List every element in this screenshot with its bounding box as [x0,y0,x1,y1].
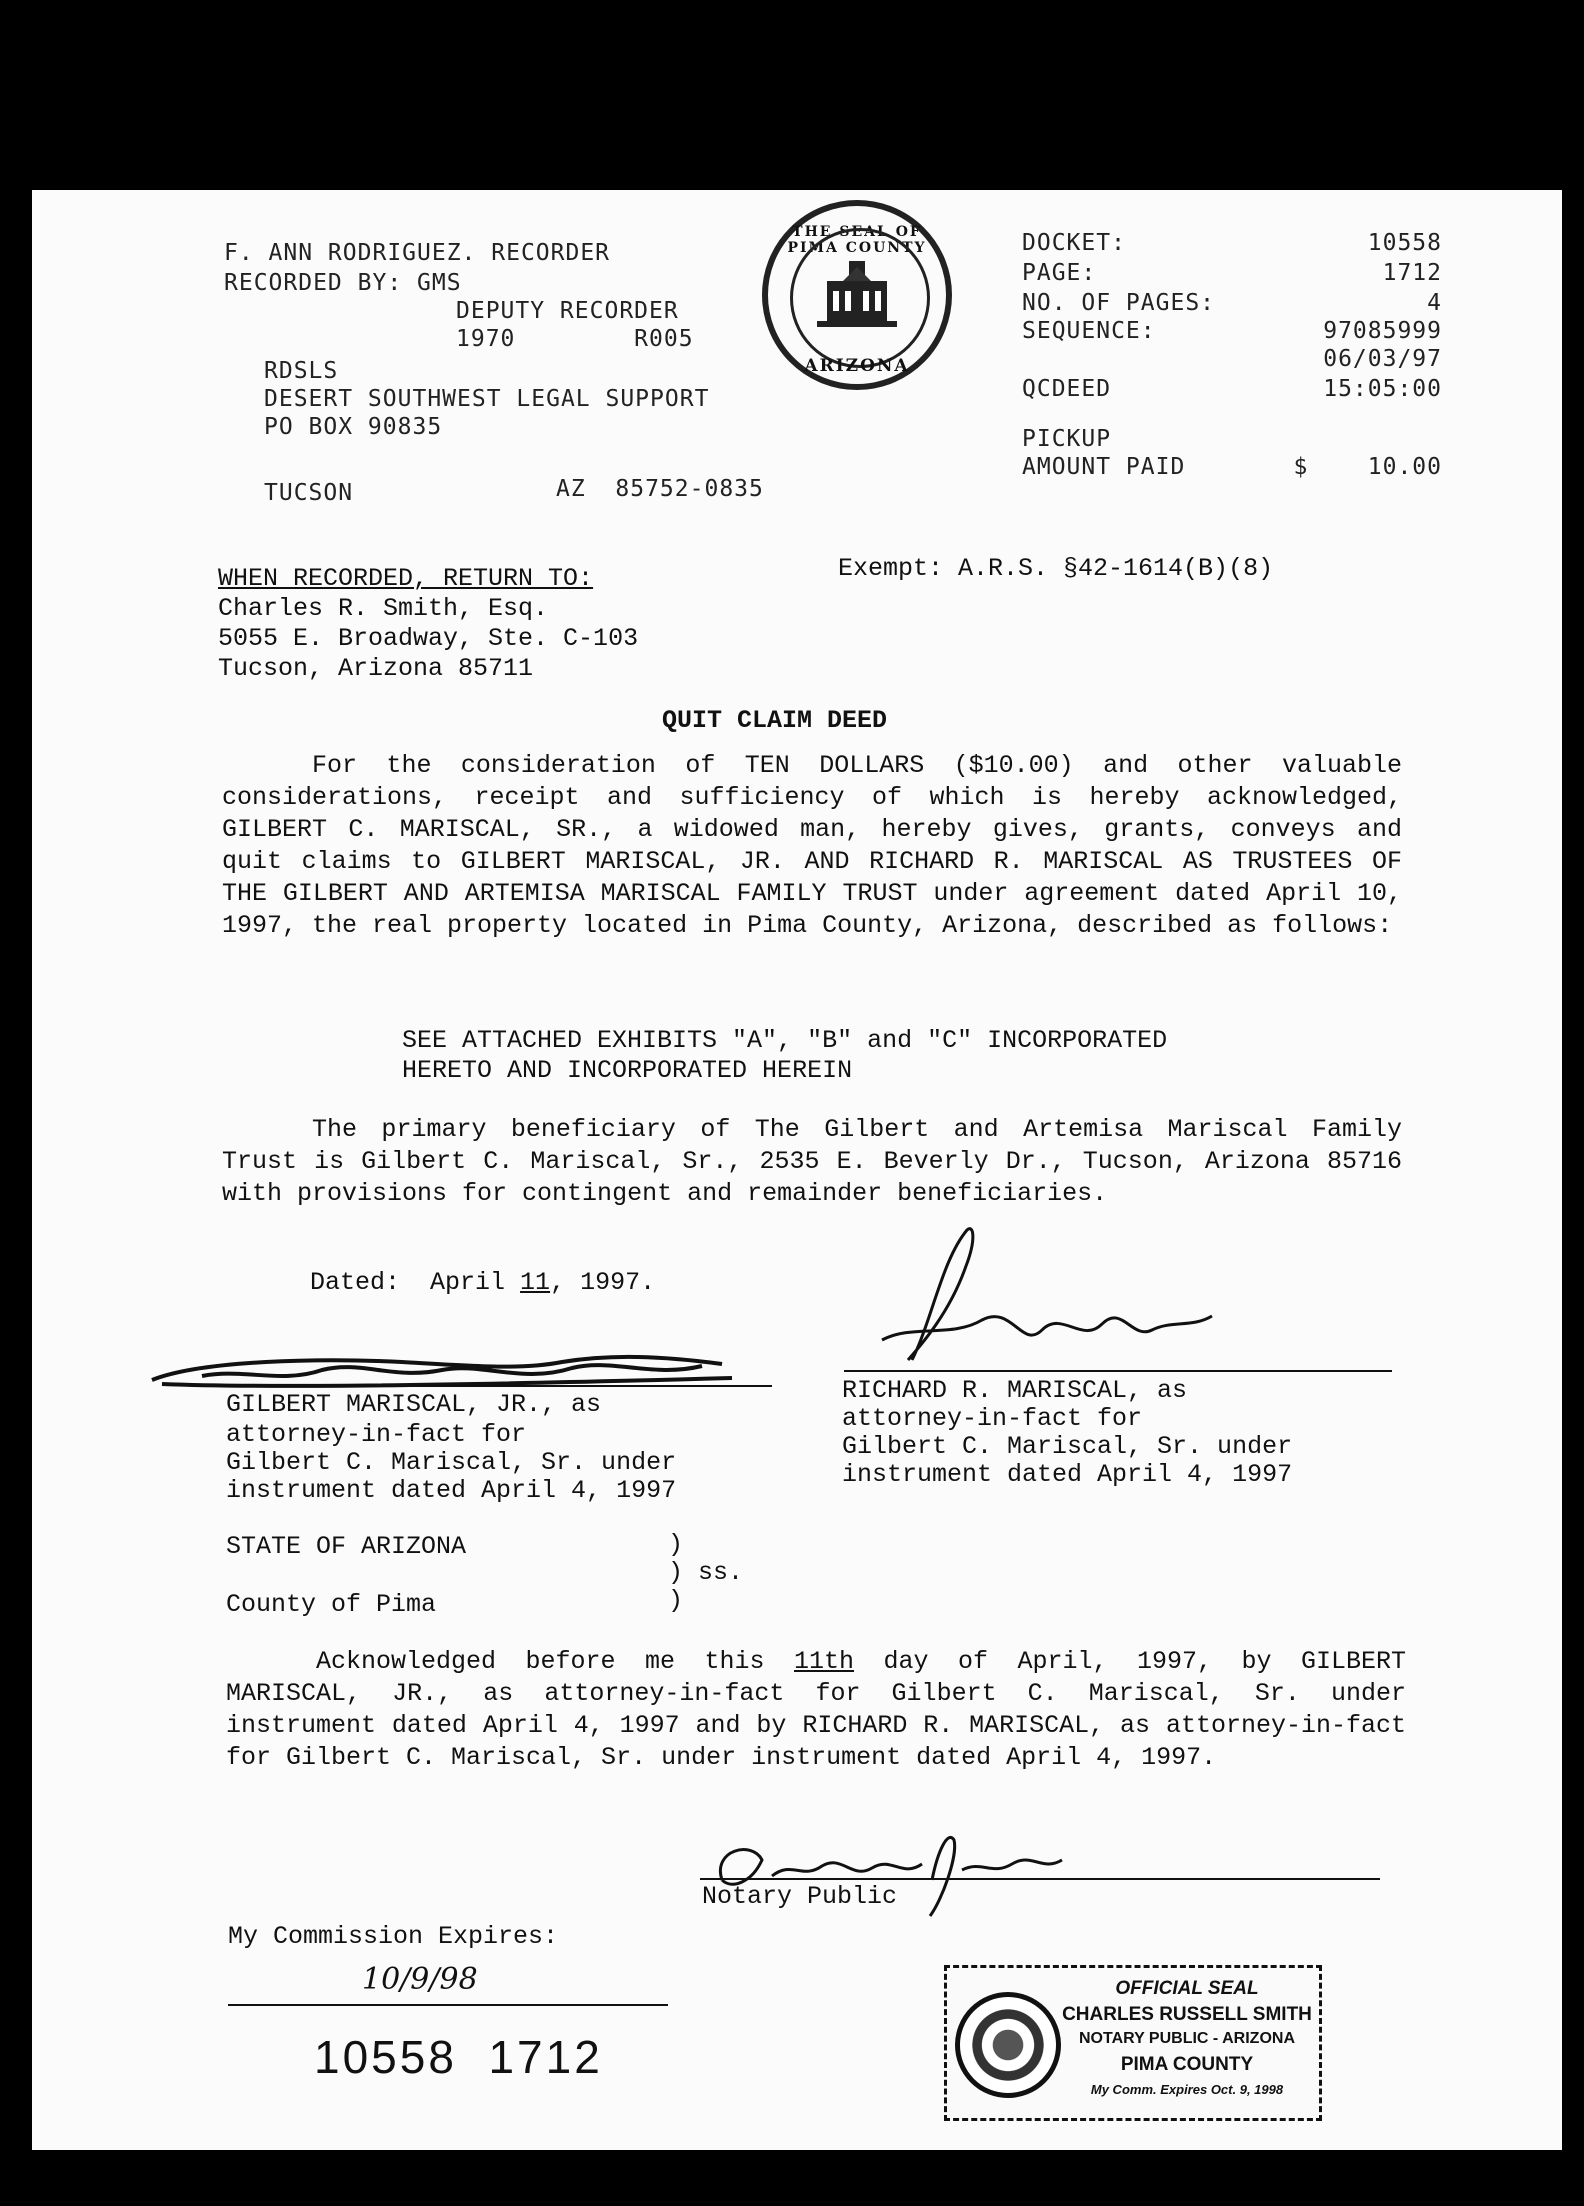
acknowledgment-paragraph [226,1646,1406,1774]
return-to-line-1: Charles R. Smith, Esq. [218,594,549,623]
stamp-line-4: PIMA COUNTY [1120,2054,1254,2075]
docket-label: PICKUP [1022,426,1112,452]
return-to-heading: WHEN RECORDED, RETURN TO: [218,564,594,593]
docket-value: $ 10.00 [1293,454,1442,480]
commission-date: 10/9/98 [362,1962,478,1997]
signer2-line-4: instrument dated April 4, 1997 [842,1460,1293,1489]
return-to-line-3: Tucson, Arizona 85711 [218,654,534,683]
commission-line [228,2004,668,2006]
dated-day: 11 [520,1268,551,1297]
exhibits-line-1: SEE ATTACHED EXHIBITS "A", "B" and "C" INCORPORATED [402,1026,1168,1055]
dated-prefix: Dated: April [310,1268,521,1297]
docket-value: 10558 [1367,230,1442,256]
ack-day: 11th [794,1647,855,1676]
exhibits-line-2: HERETO AND INCORPORATED HEREIN [402,1056,853,1085]
recorder-codes: 1970 R005 [456,326,694,352]
dated-suffix: , 1997. [550,1268,656,1297]
signer1-line-1: GILBERT MARISCAL, JR., as [226,1390,602,1419]
notary-public-label: Notary Public [702,1882,898,1911]
document-title: QUIT CLAIM DEED [662,706,888,735]
conveyance-paragraph: For the consideration of TEN DOLLARS ($10.00) and other valuable considerations, receipt and sufficiency of which is hereby acknowledged, GILBERT C. MARISCAL, SR., a widowed man, hereby gives, grants, conveys and quit claims to GILBERT MARISCAL, JR. AND RICHARD R. MARISCAL AS TRUSTEES OF THE GILBERT AND ARTEMISA MARISCAL FAMILY TRUST under agreement dated April 10, 1997, the real property located in Pima County, Arizona, described as follows: [222,751,1402,940]
venue-county: County of Pima [226,1590,437,1619]
recorded-by: RECORDED BY: GMS [224,270,462,296]
courthouse-icon [793,231,921,359]
notary-seal-emblem [955,1992,1061,2098]
signer2-line-2: attorney-in-fact for [842,1404,1143,1433]
venue-paren-1: ) [668,1530,684,1559]
commission-expires-label: My Commission Expires: [228,1922,559,1951]
signature-richard [862,1220,1302,1370]
dated-line [310,1268,655,1297]
docket-label: PAGE: [1022,260,1097,286]
signer1-line-2: attorney-in-fact for [226,1420,527,1449]
signature-line-2 [844,1370,1392,1372]
signer1-line-3: Gilbert C. Mariscal, Sr. under [226,1448,677,1477]
seal-inner-ring [790,228,930,368]
company-state-zip: AZ 85752-0835 [556,476,764,502]
company-name: DESERT SOUTHWEST LEGAL SUPPORT [264,386,710,412]
docket-value: 1712 [1382,260,1442,286]
docket-label: AMOUNT PAID [1022,454,1186,480]
seal-bottom-text: ARIZONA [804,356,910,376]
deed-page [32,190,1562,2150]
docket-value: 97085999 [1323,318,1442,344]
signer2-line-3: Gilbert C. Mariscal, Sr. under [842,1432,1293,1461]
docket-label: NO. OF PAGES: [1022,290,1216,316]
signer1-line-4: instrument dated April 4, 1997 [226,1476,677,1505]
notary-signature-line [700,1878,1380,1880]
company-code: RDSLS [264,358,339,384]
recorder-name: F. ANN RODRIGUEZ. RECORDER [224,240,611,266]
official-seal-stamp [944,1965,1322,2121]
seal-top-text: THE SEAL OF PIMA COUNTY [787,224,927,256]
venue-state: STATE OF ARIZONA [226,1532,467,1561]
deputy-recorder: DEPUTY RECORDER [456,298,679,324]
stamp-line-2: CHARLES RUSSELL SMITH [1062,2004,1312,2025]
docket-value: 4 [1427,290,1442,316]
docket-label: QCDEED [1022,376,1112,402]
pima-county-seal [762,200,952,390]
ack-prefix: Acknowledged before me this [316,1647,794,1676]
beneficiary-paragraph: The primary beneficiary of The Gilbert and Artemisa Mariscal Family Trust is Gilbert C. Mariscal, Sr., 2535 E. Beverly Dr., Tucson, Arizona 85716 with provisions for contingent and remainder beneficiaries. [222,1115,1402,1208]
stamp-line-1: OFFICIAL SEAL [1115,1978,1259,1999]
signature-line-1 [222,1385,772,1387]
company-city: TUCSON [264,480,354,506]
venue-paren-3: ) [668,1586,684,1615]
exempt-statute: Exempt: A.R.S. §42-1614(B)(8) [838,554,1274,583]
ack-rest: day of April, 1997, by GILBERT MARISCAL, JR., as attorney-in-fact for Gilbert C. Mariscal, Sr. under instrument dated April 4, 1997 and by RICHARD R. MARISCAL, as attorney-in-fact for Gilbert C. Mariscal, Sr. under instrument dated April 4, 1997. [226,1647,1406,1772]
stamp-line-3: NOTARY PUBLIC - ARIZONA [1079,2030,1295,2047]
docket-value: 06/03/97 [1323,346,1442,372]
signer2-line-1: RICHARD R. MARISCAL, as [842,1376,1188,1405]
docket-value: 15:05:00 [1323,376,1442,402]
venue-ss: ) ss. [668,1558,744,1587]
docket-label: DOCKET: [1022,230,1126,256]
docket-label: SEQUENCE: [1022,318,1156,344]
footer-docket-page: 10558 1712 [314,2031,603,2083]
return-to-line-2: 5055 E. Broadway, Ste. C-103 [218,624,639,653]
company-po-box: PO BOX 90835 [264,414,443,440]
stamp-line-5: My Comm. Expires Oct. 9, 1998 [1090,2082,1284,2097]
